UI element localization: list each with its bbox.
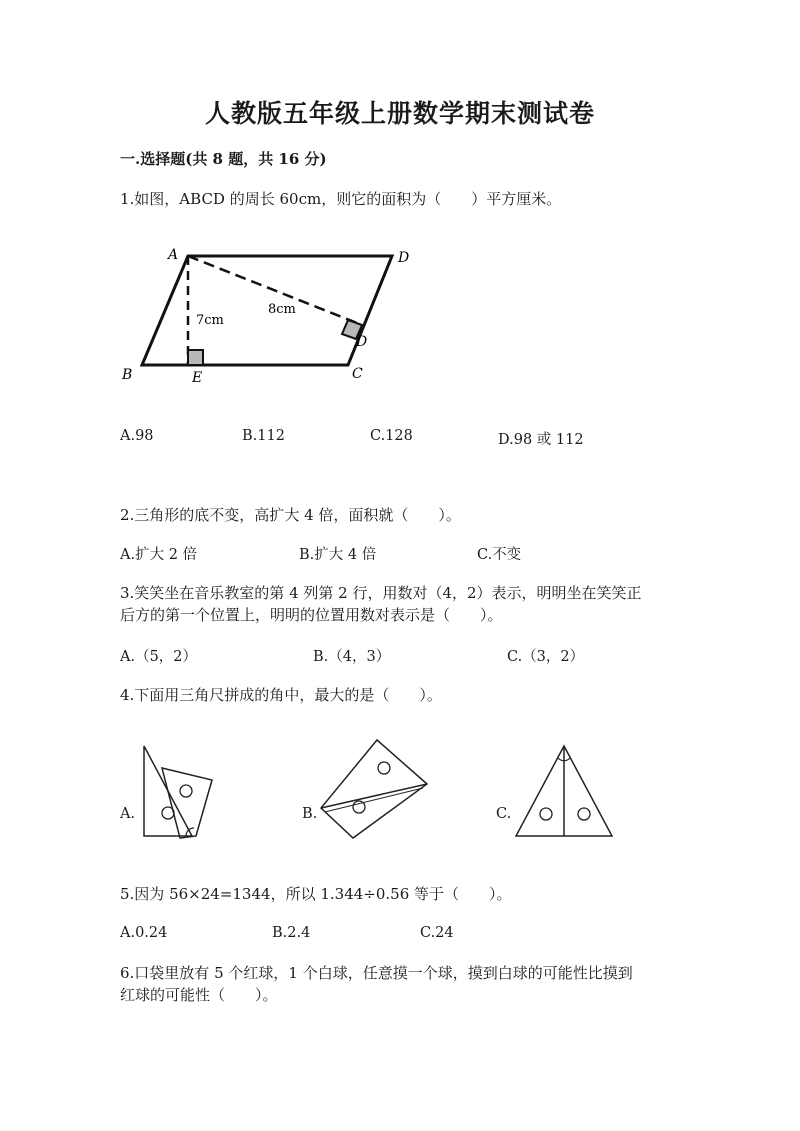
- q5-option-a[interactable]: A.0.24: [120, 925, 168, 941]
- label-c: C: [352, 366, 363, 382]
- question-6-line-2: 红球的可能性（ ）。: [120, 986, 278, 1004]
- set-square-figure-b: [315, 738, 431, 842]
- question-3-line-2: 后方的第一个位置上，明明的位置用数对表示是（ ）。: [120, 606, 503, 624]
- q5-option-c[interactable]: C.24: [420, 925, 454, 941]
- parallelogram-figure: [110, 238, 420, 388]
- q1-option-a[interactable]: A.98: [120, 428, 154, 444]
- q1-option-c[interactable]: C.128: [370, 428, 413, 444]
- label-d-foot: D: [356, 334, 368, 350]
- q2-option-a[interactable]: A.扩大 2 倍: [120, 547, 198, 563]
- question-4-text: 4.下面用三角尺拼成的角中，最大的是（ ）。: [120, 686, 442, 704]
- q1-option-d[interactable]: D.98 或 112: [498, 432, 584, 448]
- q4-option-a-label[interactable]: A.: [120, 806, 136, 822]
- q5-option-b[interactable]: B.2.4: [272, 925, 311, 941]
- label-b: B: [122, 367, 133, 383]
- section-heading: 一.选择题(共 8 题，共 16 分): [120, 150, 327, 168]
- set-square-figure-a: [140, 742, 220, 842]
- question-2-text: 2.三角形的底不变，高扩大 4 倍，面积就（ ）。: [120, 506, 461, 524]
- label-a: A: [168, 247, 179, 263]
- q4-option-b-label[interactable]: B.: [302, 806, 318, 822]
- label-e: E: [192, 370, 203, 386]
- q2-option-c[interactable]: C.不变: [477, 547, 522, 563]
- q3-option-a[interactable]: A.（5，2）: [120, 649, 198, 665]
- label-d: D: [398, 250, 410, 266]
- q2-option-b[interactable]: B.扩大 4 倍: [299, 547, 377, 563]
- label-diagonal: 8cm: [268, 302, 296, 317]
- q3-option-c[interactable]: C.（3，2）: [507, 649, 585, 665]
- question-6-line-1: 6.口袋里放有 5 个红球，1 个白球，任意摸一个球，摸到白球的可能性比摸到: [120, 964, 633, 982]
- label-height: 7cm: [196, 313, 224, 328]
- set-square-figure-c: [512, 742, 616, 842]
- page-title: 人教版五年级上册数学期末测试卷: [204, 99, 595, 128]
- q1-option-b[interactable]: B.112: [242, 428, 285, 444]
- q3-option-b[interactable]: B.（4，3）: [313, 649, 391, 665]
- question-5-text: 5.因为 56×24=1344，所以 1.344÷0.56 等于（ ）。: [120, 885, 512, 903]
- question-1-text: 1.如图，ABCD 的周长 60cm，则它的面积为（ ）平方厘米。: [120, 190, 562, 208]
- q4-option-c-label[interactable]: C.: [496, 806, 512, 822]
- question-3-line-1: 3.笑笑坐在音乐教室的第 4 列第 2 行，用数对（4，2）表示，明明坐在笑笑正: [120, 584, 642, 602]
